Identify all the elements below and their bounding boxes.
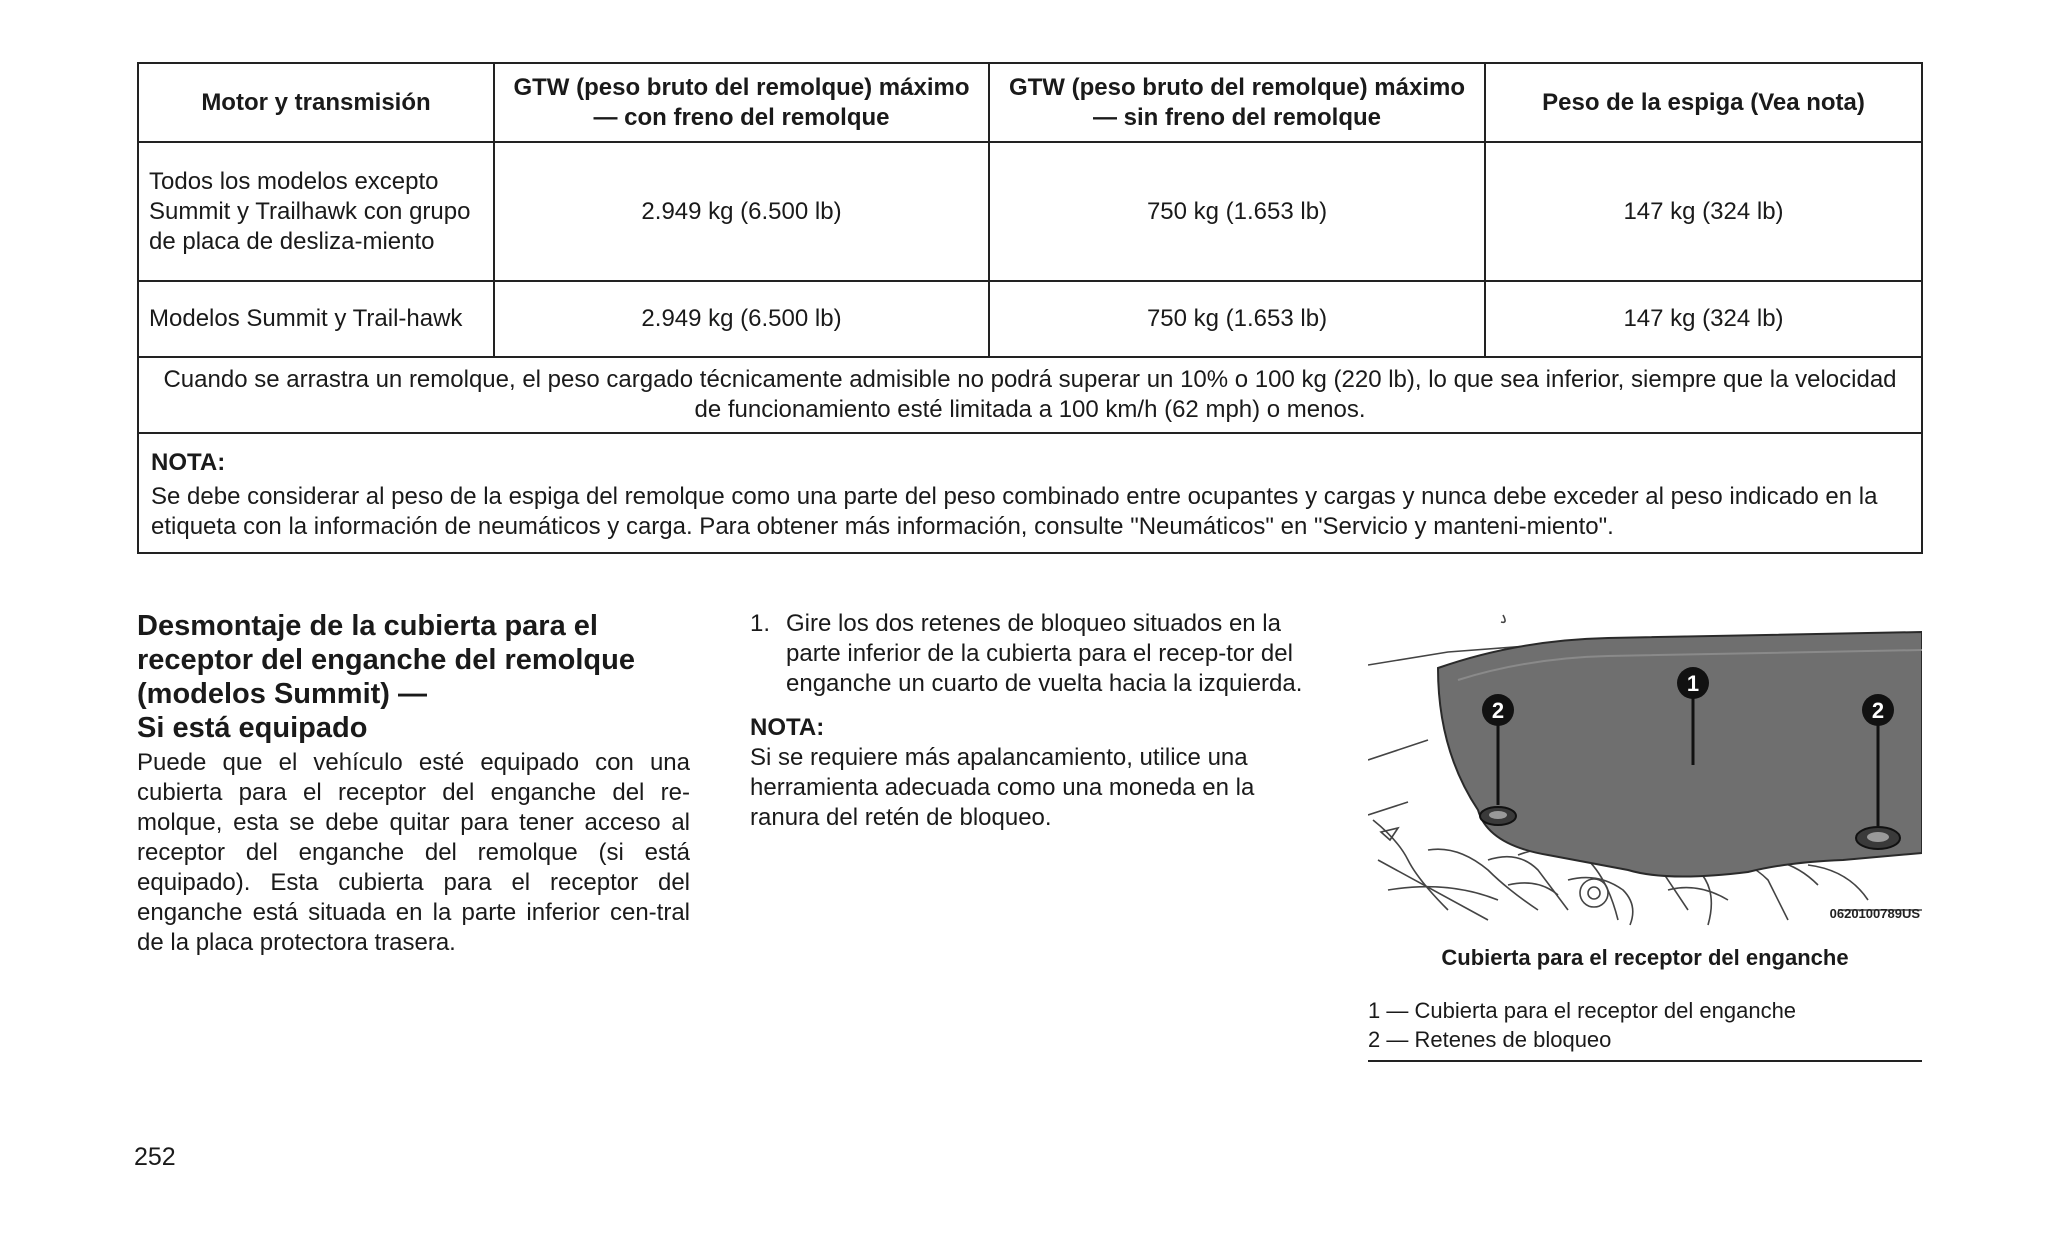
note-text: Si se requiere más apalancamiento, utilice una herramienta adecuada como una moneda en la ranura del retén de bloqueo. bbox=[750, 744, 1255, 831]
table-cell: Modelos Summit y Trail-hawk bbox=[138, 281, 494, 357]
step-text: Gire los dos retenes de bloqueo situados en la parte inferior de la cubierta para el recep-tor del enganche un cuarto de vuelta hacia la izquierda. bbox=[786, 610, 1303, 697]
towing-spec-table bbox=[137, 62, 1923, 554]
table-header-row bbox=[138, 63, 1922, 142]
callout-label: 2 bbox=[1871, 698, 1885, 723]
table-cell: Todos los modelos excepto Summit y Trailhawk con grupo de placa de desliza-miento bbox=[138, 142, 494, 281]
legend-item: 1 — Cubierta para el receptor del enganche bbox=[1368, 998, 1797, 1023]
note-title: NOTA: bbox=[750, 714, 825, 741]
steps-block bbox=[750, 609, 1305, 833]
figure-legend bbox=[1368, 996, 1922, 1062]
table-note bbox=[138, 433, 1922, 553]
heading-line: Desmontaje de la cubierta para el bbox=[137, 610, 598, 642]
column-header: GTW (peso bruto del remolque) máximo — con freno del remolque bbox=[494, 63, 989, 142]
table-cell: 2.949 kg (6.500 lb) bbox=[494, 281, 989, 357]
note-text: Se debe considerar al peso de la espiga del remolque como una parte del peso combinado entre ocupantes y cargas y nunca debe exceder al peso indicado en la etiqueta con la información de neumáticos y carga. Para obtener más información, consulte "Neumáticos" en "Servicio y manteni-miento". bbox=[151, 483, 1878, 540]
table-row bbox=[138, 357, 1922, 433]
table-row bbox=[138, 142, 1922, 281]
step-item bbox=[750, 609, 1305, 699]
legend-item: 2 — Retenes de bloqueo bbox=[1368, 1027, 1612, 1052]
table-cell: 750 kg (1.653 lb) bbox=[989, 281, 1485, 357]
column-header: Peso de la espiga (Vea nota) bbox=[1485, 63, 1922, 142]
table-full-row: Cuando se arrastra un remolque, el peso cargado técnicamente admisible no podrá superar un 10% o 100 kg (220 lb), lo que sea inferior, siempre que la velocidad de funcionamiento esté limitada a 100 km/h (62 mph) o menos. bbox=[138, 357, 1922, 433]
table-cell: 147 kg (324 lb) bbox=[1485, 142, 1922, 281]
figure-caption: Cubierta para el receptor del enganche bbox=[1441, 945, 1849, 970]
table-cell: 147 kg (324 lb) bbox=[1485, 281, 1922, 357]
table-cell: 2.949 kg (6.500 lb) bbox=[494, 142, 989, 281]
callout-label: 2 bbox=[1491, 698, 1505, 723]
section-paragraph: Puede que el vehículo esté equipado con una cubierta para el receptor del enganche del re-molque, esta se debe quitar para tener acceso al receptor del enganche del remolque (si está equipado). Esta cubierta para el receptor del enganche está situada en la parte inferior cen-tral de la placa protectora trasera. bbox=[137, 749, 690, 956]
table-cell: 750 kg (1.653 lb) bbox=[989, 142, 1485, 281]
column-header: GTW (peso bruto del remolque) máximo — sin freno del remolque bbox=[989, 63, 1485, 142]
heading-line: receptor del enganche del remolque bbox=[137, 644, 635, 676]
table-row bbox=[138, 281, 1922, 357]
callout-label: 1 bbox=[1686, 671, 1700, 696]
heading-line: Si está equipado bbox=[137, 712, 368, 744]
table-row bbox=[138, 433, 1922, 553]
page-number: 252 bbox=[134, 1143, 176, 1171]
note-title: NOTA: bbox=[151, 449, 226, 476]
column-header: Motor y transmisión bbox=[138, 63, 494, 142]
hitch-cover-illustration bbox=[1368, 610, 1922, 930]
section-heading bbox=[137, 609, 697, 745]
hitch-cover-figure bbox=[1368, 610, 1922, 930]
heading-line: (modelos Summit) — bbox=[137, 678, 428, 710]
image-code: 0620100789US bbox=[1829, 906, 1920, 921]
step-number: 1. bbox=[750, 610, 771, 637]
